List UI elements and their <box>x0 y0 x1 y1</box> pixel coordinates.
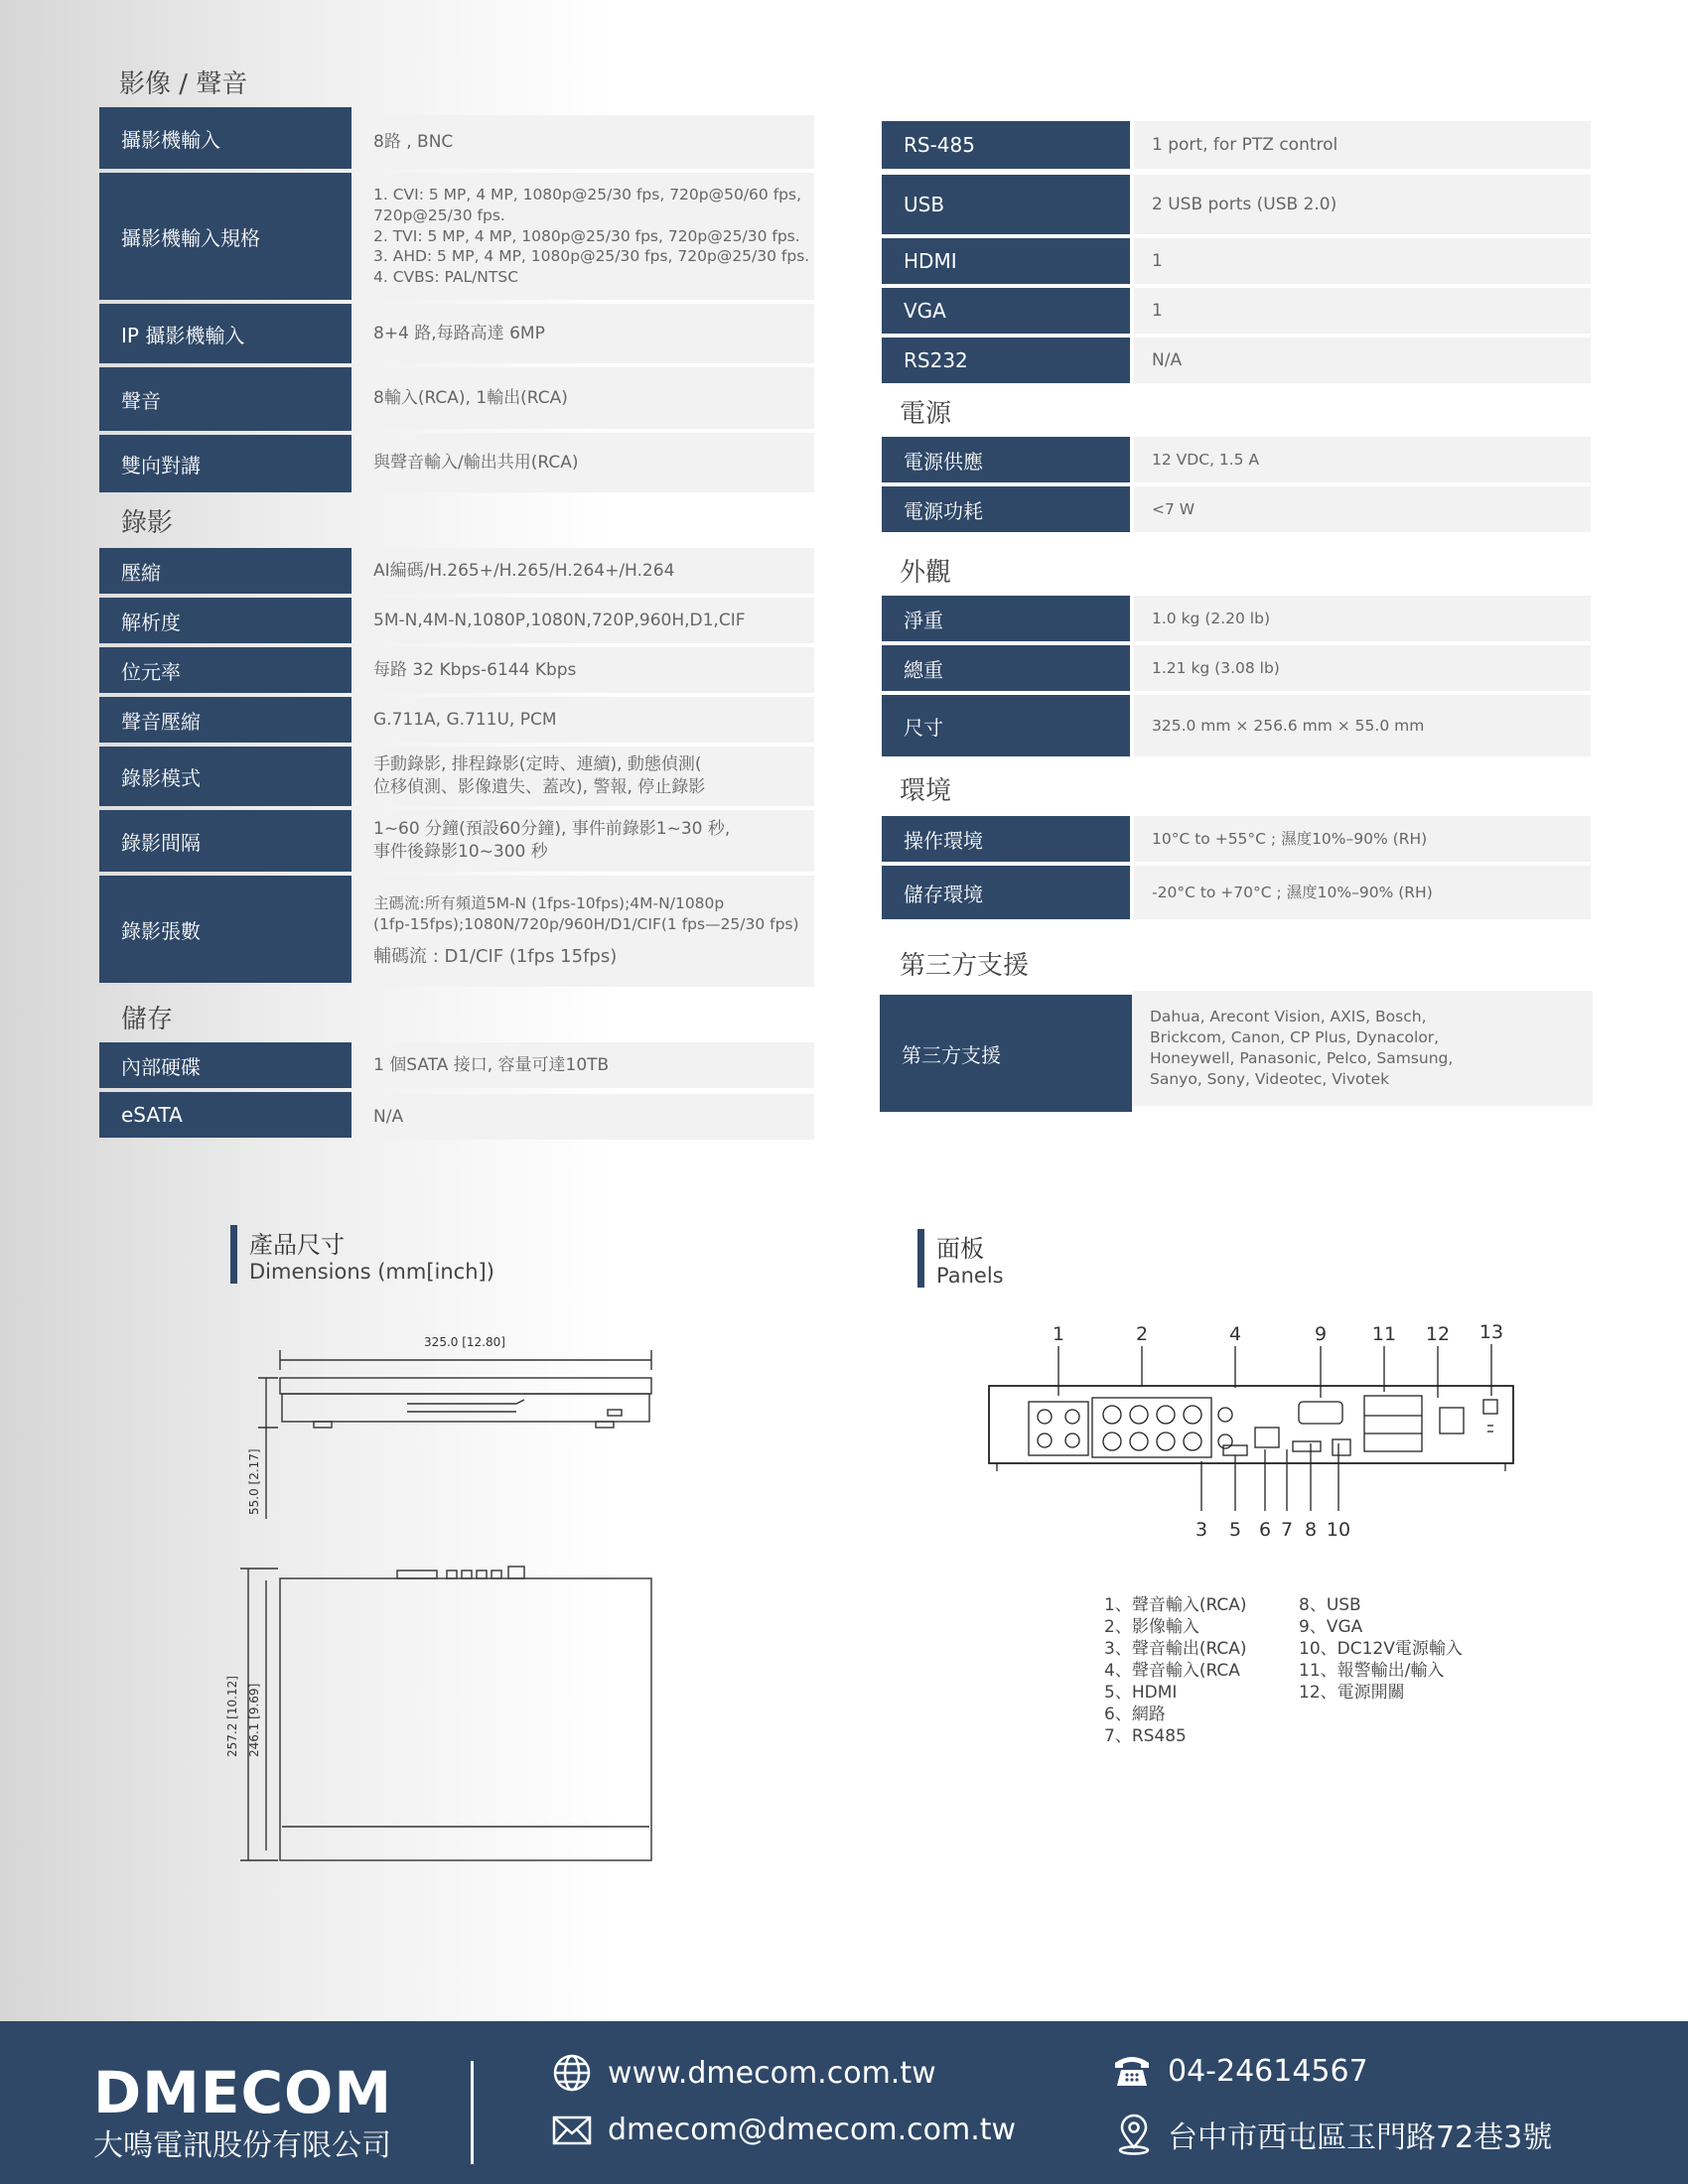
legend-item: 11、報警輸出/輸入 <box>1299 1661 1445 1681</box>
spec-value <box>1134 645 1591 691</box>
legend-item: 7、RS485 <box>1104 1726 1187 1746</box>
panel-callout-1: 1 <box>1052 1323 1065 1345</box>
spec-value-line: 與聲音輸入/輸出共用(RCA) <box>373 452 579 473</box>
spec-label: 儲存環境 <box>882 866 1130 919</box>
legend-item: 8、USB <box>1299 1595 1361 1615</box>
spec-label: 電源供應 <box>882 437 1130 482</box>
spec-value <box>1134 121 1591 169</box>
panel-callout-7: 7 <box>1280 1519 1294 1541</box>
spec-value <box>355 433 814 492</box>
company-name: 大鳴電訊股份有限公司 <box>93 2128 391 2163</box>
spec-value-line: 1~60 分鐘(預設60分鐘), 事件前錄影1~30 秒, <box>373 819 731 840</box>
spec-value-line: (1fp-15fps);1080N/720p/960H/D1/CIF(1 fps—25/30 fps) <box>373 914 799 933</box>
panels-title-en: Panels <box>936 1264 1004 1288</box>
spec-label: 總重 <box>882 645 1130 691</box>
spec-value-line: 8+4 路,每路高達 6MP <box>373 323 545 343</box>
spec-label: USB <box>882 175 1130 234</box>
spec-label: 聲音 <box>99 367 352 431</box>
section-title-storage: 儲存 <box>121 1005 174 1034</box>
spec-label: HDMI <box>882 238 1130 284</box>
spec-value <box>1132 991 1593 1106</box>
spec-value-line: 3. AHD: 5 MP, 4 MP, 1080p@25/30 fps, 720p@25/30 fps. <box>373 247 810 266</box>
spec-value <box>1134 695 1591 756</box>
spec-value-line: 720p@25/30 fps. <box>373 205 505 224</box>
spec-value <box>355 548 814 594</box>
panel-callout-9: 9 <box>1314 1323 1328 1345</box>
spec-value-line: 1.0 kg (2.20 lb) <box>1152 609 1270 627</box>
spec-value-line: Sanyo, Sony, Videotec, Vivotek <box>1150 1069 1390 1088</box>
spec-value-line: 1. CVI: 5 MP, 4 MP, 1080p@25/30 fps, 720p@50/60 fps, <box>373 185 802 204</box>
spec-value-line: 每路 32 Kbps-6144 Kbps <box>373 659 577 680</box>
dimensions-title-zh: 產品尺寸 <box>249 1231 345 1259</box>
website-text: www.dmecom.com.tw <box>608 2055 936 2091</box>
spec-label: eSATA <box>99 1092 352 1138</box>
spec-value <box>355 173 814 300</box>
spec-label: 內部硬碟 <box>99 1042 352 1088</box>
spec-label: 錄影間隔 <box>99 810 352 872</box>
legend-item: 1、聲音輸入(RCA) <box>1104 1595 1247 1615</box>
dimension-drawing <box>218 1320 675 1876</box>
telephone-icon <box>1112 2053 1152 2089</box>
location-pin-icon <box>1116 2114 1152 2155</box>
envelope-icon <box>552 2115 592 2146</box>
panel-callout-8: 8 <box>1304 1519 1318 1541</box>
spec-label: 壓縮 <box>99 548 352 594</box>
spec-value-line: 1 <box>1152 250 1163 271</box>
spec-value-line: N/A <box>1152 349 1183 370</box>
spec-label: 第三方支援 <box>880 995 1132 1112</box>
spec-value-line: 1 個SATA 接口, 容量可達10TB <box>373 1054 610 1075</box>
spec-value-line: 4. CVBS: PAL/NTSC <box>373 268 519 287</box>
panel-legend-right <box>1299 1594 1463 1704</box>
spec-value <box>1134 288 1591 334</box>
legend-item: 3、聲音輸出(RCA) <box>1104 1639 1247 1659</box>
spec-value <box>1134 338 1591 383</box>
spec-value <box>1134 486 1591 532</box>
section-title-power: 電源 <box>900 399 952 429</box>
spec-value-line: 主碼流:所有頻道5M-N (1fps-10fps);4M-N/1080p <box>373 893 725 912</box>
spec-value <box>355 747 814 806</box>
legend-item: 9、VGA <box>1299 1617 1363 1637</box>
panel-callout-5: 5 <box>1228 1519 1242 1541</box>
spec-value-line: 位移偵測、影像遺失、蓋改), 警報, 停止錄影 <box>373 777 706 797</box>
footer <box>0 2021 1688 2184</box>
panel-callout-12: 12 <box>1425 1323 1451 1345</box>
section-title-third-party: 第三方支援 <box>900 951 1030 981</box>
legend-item: 4、聲音輸入(RCA <box>1104 1661 1240 1681</box>
depth-inner-dimension-label: 246.1 [9.69] <box>247 1683 261 1757</box>
legend-item: 5、HDMI <box>1104 1683 1178 1703</box>
spec-value-line: 5M-N,4M-N,1080P,1080N,720P,960H,D1,CIF <box>373 610 746 630</box>
spec-value <box>355 598 814 643</box>
legend-item: 6、網路 <box>1104 1705 1166 1724</box>
spec-value-line: G.711A, G.711U, PCM <box>373 709 557 730</box>
phone-text: 04-24614567 <box>1168 2053 1368 2089</box>
panel-callout-2: 2 <box>1135 1323 1149 1345</box>
spec-label: VGA <box>882 288 1130 334</box>
spec-value <box>1134 596 1591 641</box>
spec-value-line: <7 W <box>1152 499 1196 518</box>
spec-value-line: 10°C to +55°C ; 濕度10%–90% (RH) <box>1152 829 1428 848</box>
panel-callout-13: 13 <box>1478 1321 1504 1343</box>
spec-value <box>355 810 814 872</box>
spec-value <box>355 1094 814 1140</box>
spec-value-line: 8路 , BNC <box>373 131 454 152</box>
spec-label: 電源功耗 <box>882 486 1130 532</box>
spec-value-line: AI編碼/H.265+/H.265/H.264+/H.264 <box>373 560 675 581</box>
depth-outer-dimension-label: 257.2 [10.12] <box>225 1676 239 1757</box>
spec-label: 位元率 <box>99 647 352 693</box>
dimensions-header <box>230 1225 494 1284</box>
section-title-recording: 錄影 <box>121 508 174 538</box>
panel-callout-6: 6 <box>1258 1519 1272 1541</box>
spec-label: 聲音壓縮 <box>99 697 352 743</box>
spec-value <box>355 304 814 363</box>
spec-value <box>1134 238 1591 284</box>
spec-value-line: Dahua, Arecont Vision, AXIS, Bosch, <box>1150 1008 1427 1026</box>
spec-value-line: 12 VDC, 1.5 A <box>1152 450 1260 469</box>
website-link[interactable] <box>552 2053 936 2093</box>
spec-value <box>355 876 814 987</box>
spec-value <box>1134 816 1591 862</box>
spec-value <box>355 115 814 169</box>
panel-callout-10: 10 <box>1326 1519 1351 1541</box>
email-text: dmecom@dmecom.com.tw <box>608 2113 1017 2147</box>
spec-value-line <box>373 935 814 945</box>
spec-value-line: N/A <box>373 1106 404 1127</box>
panel-callout-3: 3 <box>1195 1519 1208 1541</box>
email-link[interactable] <box>552 2113 1016 2147</box>
spec-value <box>355 367 814 429</box>
spec-value <box>1134 437 1591 482</box>
section-title-video-audio: 影像 / 聲音 <box>119 69 248 99</box>
spec-value-line: 2. TVI: 5 MP, 4 MP, 1080p@25/30 fps, 720p@25/30 fps. <box>373 226 800 245</box>
panel-callout-11: 11 <box>1371 1323 1397 1345</box>
height-dimension-label: 55.0 [2.17] <box>247 1448 261 1515</box>
rear-panel-drawing <box>983 1316 1519 1545</box>
spec-value-line: Honeywell, Panasonic, Pelco, Samsung, <box>1150 1049 1454 1067</box>
section-title-environment: 環境 <box>900 776 952 806</box>
address-link[interactable] <box>1116 2113 1552 2156</box>
spec-value <box>355 1042 814 1088</box>
spec-label: 操作環境 <box>882 816 1130 862</box>
spec-label: RS-485 <box>882 121 1130 169</box>
panel-callout-4: 4 <box>1228 1323 1242 1345</box>
spec-value <box>1134 175 1591 234</box>
width-dimension-label: 325.0 [12.80] <box>424 1335 505 1349</box>
spec-value-line: 2 USB ports (USB 2.0) <box>1152 194 1337 214</box>
address-text: 台中市西屯區玉門路72巷3號 <box>1168 2120 1553 2155</box>
globe-icon <box>552 2053 592 2093</box>
panel-legend-left <box>1104 1594 1247 1747</box>
legend-item: 10、DC12V電源輸入 <box>1299 1639 1463 1659</box>
spec-value-line: 1 port, for PTZ control <box>1152 134 1338 155</box>
panels-title-zh: 面板 <box>936 1235 984 1263</box>
brand-logo: DMECOM <box>93 2059 393 2126</box>
spec-value <box>355 647 814 693</box>
panels-header <box>917 1229 1004 1288</box>
spec-value-line: 8輸入(RCA), 1輸出(RCA) <box>373 387 568 408</box>
legend-item: 2、影像輸入 <box>1104 1617 1199 1637</box>
spec-value-line: 輔碼流 : D1/CIF (1fps 15fps) <box>373 945 618 967</box>
spec-value-line: 325.0 mm × 256.6 mm × 55.0 mm <box>1152 716 1425 735</box>
spec-value <box>355 697 814 743</box>
spec-label: 雙向對講 <box>99 435 352 492</box>
spec-label: 攝影機輸入規格 <box>99 173 352 300</box>
section-title-appearance: 外觀 <box>900 558 952 588</box>
spec-label: 錄影模式 <box>99 747 352 806</box>
spec-label: IP 攝影機輸入 <box>99 304 352 363</box>
dimensions-title-en: Dimensions (mm[inch]) <box>249 1260 494 1284</box>
spec-label: 解析度 <box>99 598 352 643</box>
legend-item: 12、電源開關 <box>1299 1683 1405 1703</box>
spec-value-line: -20°C to +70°C ; 濕度10%–90% (RH) <box>1152 883 1433 901</box>
spec-value-line: 1.21 kg (3.08 lb) <box>1152 658 1280 677</box>
spec-label: 錄影張數 <box>99 876 352 983</box>
spec-value-line: 手動錄影, 排程錄影(定時、連續), 動態偵測( <box>373 754 702 775</box>
spec-value <box>1134 866 1591 919</box>
spec-label: 攝影機輸入 <box>99 107 352 169</box>
spec-label: 尺寸 <box>882 695 1130 756</box>
spec-label: 淨重 <box>882 596 1130 641</box>
spec-value-line: Brickcom, Canon, CP Plus, Dynacolor, <box>1150 1028 1440 1047</box>
spec-value-line: 1 <box>1152 300 1163 321</box>
spec-label: RS232 <box>882 338 1130 383</box>
phone-link[interactable] <box>1112 2053 1368 2089</box>
footer-divider <box>471 2061 474 2164</box>
spec-value-line: 事件後錄影10~300 秒 <box>373 842 548 862</box>
